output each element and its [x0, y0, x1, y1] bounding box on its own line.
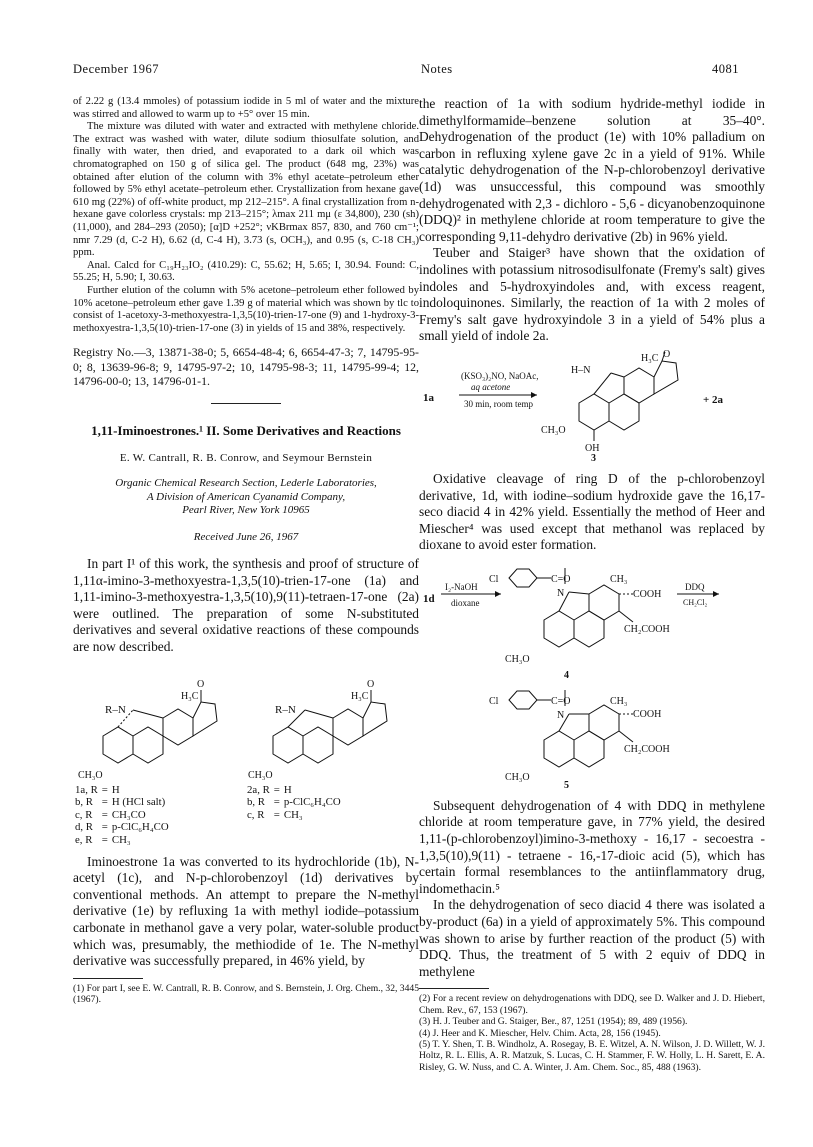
- footnote-5: (5) T. Y. Shen, T. B. Windholz, A. Rosegay, B. E. Witzel, A. N. Wilson, J. D. Willett, W. J. Holtz, R. L. Ellis, A. R. Matzuk, S. Lucas, C. H. Stammer, F. W. Holly, L. H. Sarett, E. A. Risley, G. W. Nuss, and C. A. Winter, J. Am. Chem. Soc., 85, 488 (1963).: [419, 1039, 765, 1073]
- scheme-label: H₃C: [641, 352, 659, 364]
- structure-label-rn: R–N: [275, 703, 296, 716]
- body-paragraph: In the dehydrogenation of seco diacid 4 there was isolated a by-product (6a) in a yield of approximately 5%. This compound was shown to arise by further reaction of the product (5) with DDQ. Thus, the treatment of 5 with 2 equiv of DDQ in methylene: [419, 897, 765, 979]
- scheme-label: Cl: [489, 573, 499, 585]
- footnote-1: (1) For part I, see E. W. Cantrall, R. B. Conrow, and S. Bernstein, J. Org. Chem., 32, 3445 (1967).: [73, 982, 419, 1006]
- scheme-reagent: I₂-NaOH: [445, 581, 478, 592]
- scheme-reactant: 1a: [423, 391, 434, 404]
- scheme-reagent: aq acetone: [471, 381, 511, 392]
- scheme-conditions: 30 min, room temp: [464, 398, 533, 409]
- scheme-label: CH₃O: [505, 771, 530, 783]
- footnote-2: (2) For a recent review on dehydrogenations with DDQ, see D. Walker and J. D. Hiebert, Chem. Rev., 67, 153 (1967).: [419, 993, 765, 1016]
- scheme-reagent: dioxane: [451, 597, 480, 608]
- intro-paragraph: In part I¹ of this work, the synthesis and proof of structure of 1,11α-imino-3-methoxyestra-1,3,5(10)-trien-17-one (1a) and 1,11-imino-3-methoxyestra-1,3,5(10),9(11)-tetraen-17-one (2a) were outlined. The preparation of some N-substituted derivatives and several oxidative reactions of these compounds are now described.: [73, 555, 419, 654]
- compound-legends: [73, 784, 419, 854]
- footnote-divider: [419, 988, 489, 989]
- compound-number: 3: [591, 452, 596, 461]
- structure-label-o: O: [197, 678, 205, 690]
- legend-compound-1: 1a, R = H b, R = H (HCl salt) c, R = CH₃CO d, R = p-ClC₆H₄CO e, R = CH₃: [75, 783, 169, 846]
- scheme-label: Cl: [489, 695, 499, 707]
- scheme-label: COOH: [633, 708, 662, 720]
- registry-numbers: Registry No.—3, 13871-38-0; 5, 6654-48-4; 6, 6654-47-3; 7, 14795-95-0; 8, 13639-96-8; 9, 14795-97-2; 10, 14795-98-3; 11, 14795-99-4; 12, 14796-00-0; 13, 14796-01-1.: [73, 345, 419, 389]
- scheme-reagent: DDQ: [685, 581, 705, 592]
- scheme-label: CH₃O: [505, 653, 530, 665]
- body-paragraph: the reaction of 1a with sodium hydride-methyl iodide in dimethylformamide–benzene solution at 35–40°. Dehydrogenation of the product (1e) with 10% palladium on carbon in refluxing xylene gave 2c in a yield of 91%. While catalytic dehydrogenation of the N-p-chlorobenzoyl derivative (1d) was unsuccessful, this compound was smoothly dehydrogenated with 2,3 - dichloro - 5,6 - dicyanobenzoquinone (DDQ)² in methylene chloride at room temperature to give the corresponding 9,11-dehydro derivative (2b) in 96% yield.: [419, 96, 765, 244]
- experimental-paragraph: Further elution of the column with 5% acetone–petroleum ether followed by 10% acetone–petroleum ether gave 1.39 g of material which was shown by tlc to consist of 1-acetoxy-3-methoxyestra-1,3,5(10)-trien-17-one (9) and 1-hydroxy-3-methoxyestra-1,3,5(10)-trien-17-one (3) in yields of 15 and 38%, respectively.: [73, 284, 419, 334]
- scheme-label: CH₂COOH: [624, 743, 670, 755]
- scheme-label: CH₃O: [541, 424, 566, 436]
- experimental-paragraph: The mixture was diluted with water and extracted with methylene chloride. The extract was washed with water, dilute sodium thiosulfate solution, and finally with water, then dried, and evaporated to a dark oil which was chromatographed on 150 g of silica gel. The product (648 mg, 23%) was obtained after elution of the column with 3% ethyl acetate–petroleum ether followed by 5% ethyl acetate–petroleum ether. Crystallization from hexane gave 610 mg (22%) of off-white product, mp 212–215°. A final crystallization from n-hexane gave colorless crystals: mp 213–215°; λmax 211 mμ (ε 34,800), 230 (sh) (11,000), and 284–293 (2050); [α]D +252°; νKBrmax 857, 830, and 760 cm⁻¹; nmr 7.29 (d, C-2 H), 6.62 (d, C-4 H), 3.73 (s, OCH₃), and 0.95 (s, C-18 CH₃) ppm.: [73, 121, 419, 259]
- affiliation-line: Organic Chemical Research Section, Lederle Laboratories,: [115, 477, 377, 490]
- body-paragraph: Teuber and Staiger³ have shown that the oxidation of indolines with potassium nitrosodisulfonate (Fremy's salt) gives indoles and 5-hydroxyindoles and, with excess reagent, indoloquinones. Similarly, the reaction of 1a with 2 moles of Fremy's salt gave hydroxyindole 3 in a yield of 54% plus a small yield of indole 2a.: [419, 245, 765, 344]
- structure-label-h3c: H₃C: [181, 690, 199, 702]
- reaction-scheme-1: [419, 349, 765, 461]
- structure-label-o: O: [367, 678, 375, 690]
- article-title: 1,11-Iminoestrones.¹ II. Some Derivatives and Reactions: [91, 423, 401, 439]
- affiliation: [73, 477, 419, 518]
- structures-1-and-2: [73, 666, 419, 784]
- scheme-label: C=O: [551, 573, 571, 585]
- scheme-coproduct: + 2a: [703, 393, 724, 406]
- scheme-label: CH₃: [610, 573, 628, 585]
- scheme-label: OH: [585, 442, 600, 454]
- article-authors: E. W. Cantrall, R. B. Conrow, and Seymour Bernstein: [119, 452, 373, 465]
- running-header-section: Notes: [421, 62, 453, 76]
- structure-label-rn: R–N: [105, 703, 126, 716]
- scheme-reagent: CH₂Cl₂: [683, 597, 708, 607]
- scheme-label: C=O: [551, 695, 571, 707]
- scheme-label: N: [557, 709, 565, 721]
- scheme-label: H–N: [571, 364, 591, 376]
- scheme-label: COOH: [633, 588, 662, 600]
- arrowhead-icon: [495, 591, 501, 597]
- structure-label-h3c: H₃C: [351, 690, 369, 702]
- scheme-label: O: [663, 348, 671, 360]
- page-number: 4081: [712, 62, 739, 76]
- affiliation-line: A Division of American Cyanamid Company,: [146, 490, 346, 503]
- legend-compound-2: 2a, R = H b, R = p-ClC₆H₄CO c, R = CH₃: [247, 783, 341, 821]
- body-paragraph: Iminoestrone 1a was converted to its hydrochloride (1b), N-acetyl (1c), and N-p-chlorobenzoyl (1d) derivatives by conventional methods. An attempt to prepare the N-methyl derivative (1e) by refluxing 1a with methyl iodide–potassium carbonate in methanol gave a very polar, water-soluble product which was, presumably, the methiodide of 1e. The N-methyl derivative was successfully prepared, in 46% yield, by: [73, 853, 419, 969]
- scheme-label: CH₃: [610, 695, 628, 707]
- right-column: [419, 96, 765, 1073]
- arrowhead-icon: [713, 591, 719, 597]
- section-divider: [211, 403, 281, 404]
- compound-number: 4: [564, 669, 569, 681]
- scheme-label: N: [557, 587, 565, 599]
- body-paragraph: Subsequent dehydrogenation of 4 with DDQ in methylene chloride at room temperature gave, in 77% yield, the desired 1,11-(p-chlorobenzoyl)imino-3-methoxy - 16,17 - secoestra - 1,3,5(10),9(11) - tetraene - 16,-17-dioic acid (5), which has certain formal resemblances to the antiinflammatory drug, indomethacin.⁵: [419, 797, 765, 896]
- arrowhead-icon: [531, 392, 537, 398]
- scheme-reagent: (KSO₃)₂NO, NaOAc,: [461, 370, 539, 381]
- compound-number: 5: [564, 779, 569, 788]
- scheme-label: CH₂COOH: [624, 623, 670, 635]
- footnote-4: (4) J. Heer and K. Miescher, Helv. Chim. Acta, 28, 156 (1945).: [419, 1027, 661, 1039]
- body-paragraph: Oxidative cleavage of ring D of the p-chlorobenzoyl derivative, 1d, with iodine–sodium hydroxide gave the 16,17-seco diacid 4 in 42% yield. Essentially the method of Heer and Miescher⁴ was used except that methanol was replaced by dioxane to avoid ester formation.: [419, 470, 765, 553]
- structure-label-ch3o: CH₃O: [78, 769, 103, 781]
- experimental-paragraph: of 2.22 g (13.4 mmoles) of potassium iodide in 5 ml of water and the mixture was stirred and allowed to warm up to +5° over 15 min.: [73, 96, 419, 120]
- structure-label-ch3o: CH₃O: [248, 769, 273, 781]
- scheme-reactant: 1d: [423, 592, 435, 605]
- affiliation-line: Pearl River, New York 10965: [182, 504, 310, 517]
- received-date: Received June 26, 1967: [193, 530, 299, 543]
- left-column: [73, 96, 419, 1006]
- running-header-date: December 1967: [73, 62, 159, 76]
- experimental-analysis: Anal. Calcd for C₁₉H₂₃IO₂ (410.29): C, 55.62; H, 5.65; I, 30.94. Found: C, 55.25; H, 5.90; I, 30.63.: [73, 259, 419, 284]
- reaction-scheme-2: [419, 560, 765, 788]
- footnote-divider: [73, 978, 143, 979]
- footnote-3: (3) H. J. Teuber and G. Staiger, Ber., 87, 1251 (1954); 89, 489 (1956).: [419, 1016, 688, 1028]
